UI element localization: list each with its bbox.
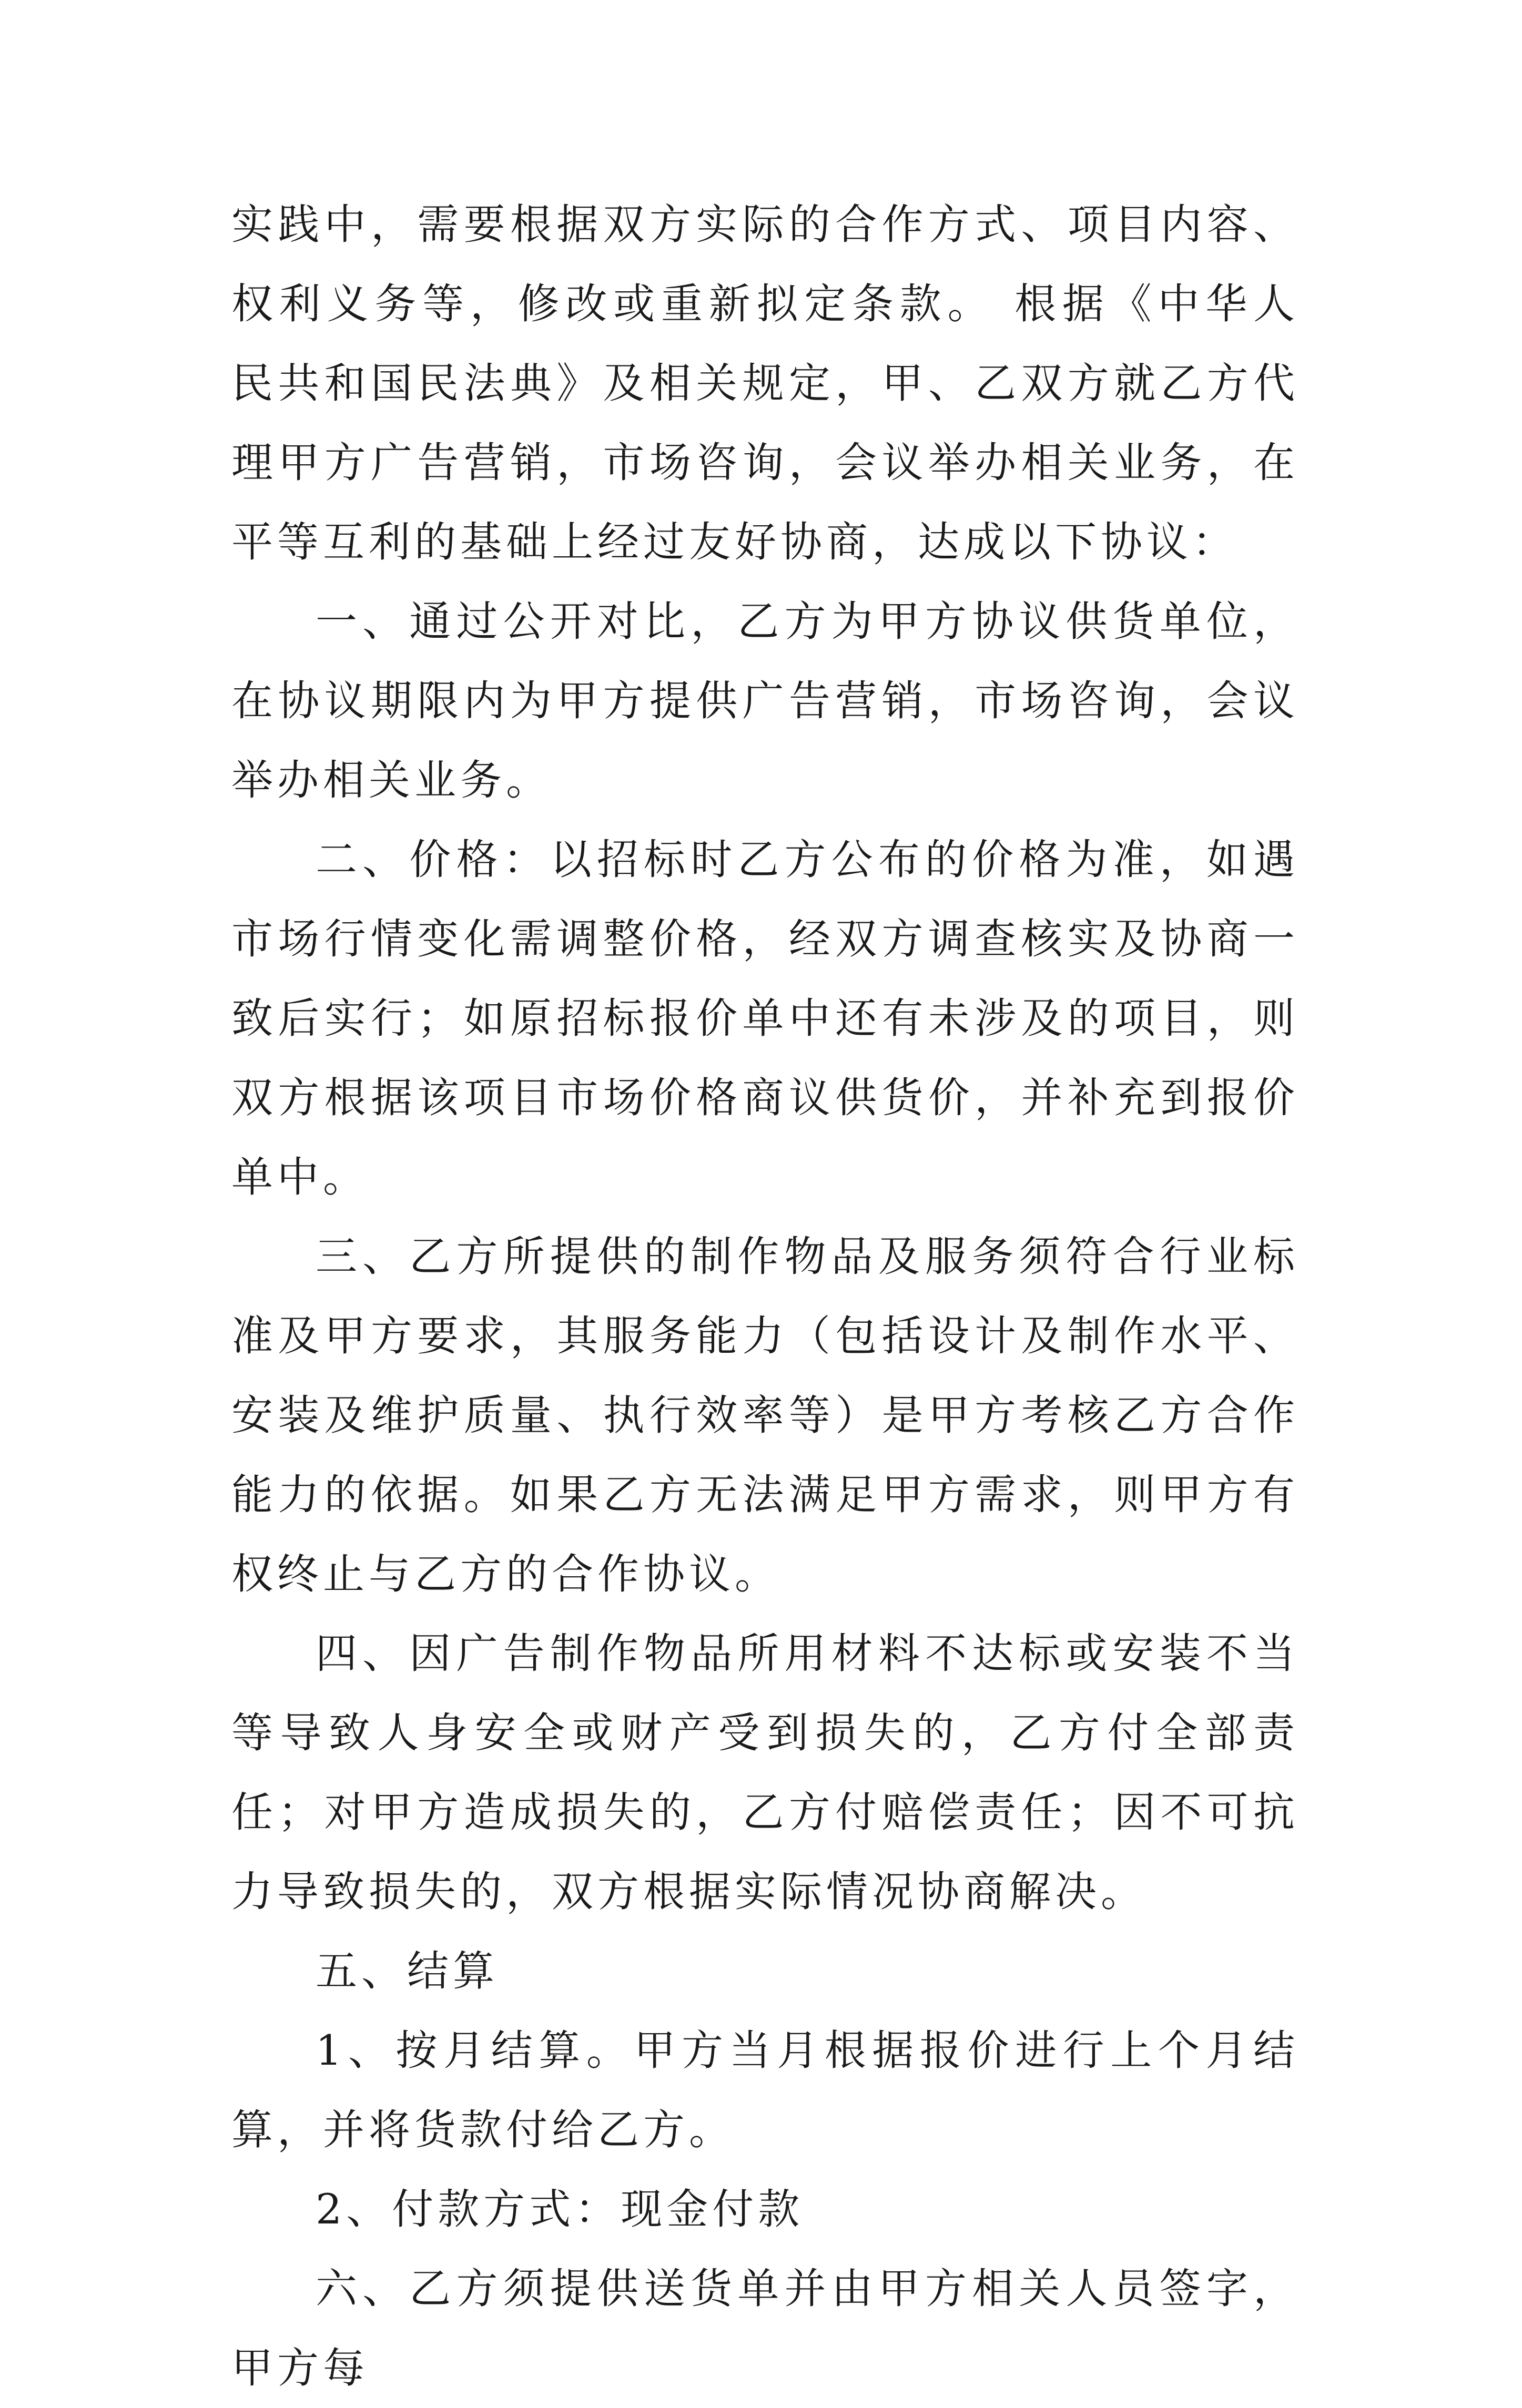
paragraph-clause-6: 六、乙方须提供送货单并由甲方相关人员签字，甲方每 [231,2264,1299,2392]
paragraph-clause-4: 四、因广告制作物品所用材料不达标或安装不当等导致人身安全或财产受到损失的，乙方付全部责任；对甲方造成损失的，乙方付赔偿责任；因不可抗力导致损失的，双方根据实际情况协商解决。 [231,1629,1299,1916]
paragraph-clause-1: 一、通过公开对比，乙方为甲方协议供货单位，在协议期限内为甲方提供广告营销，市场咨询，会议举办相关业务。 [231,597,1299,804]
paragraph-intro: 实践中，需要根据双方实际的合作方式、项目内容、权利义务等，修改或重新拟定条款。 根据《中华人民共和国民法典》及相关规定，甲、乙双方就乙方代理甲方广告营销，市场咨询，会议举办相关业务，在平等互利的基础上经过友好协商，达成以下协议： [231,200,1299,566]
paragraph-clause-5-2: 2、付款方式：现金付款 [316,2185,804,2233]
paragraph-clause-2: 二、价格：以招标时乙方公布的价格为准，如遇市场行情变化需调整价格，经双方调查核实及协商一致后实行；如原招标报价单中还有未涉及的项目，则双方根据该项目市场价格商议供货价，并补充到报价单中。 [231,835,1299,1201]
paragraph-clause-5-heading: 五、结算 [316,1947,499,1995]
paragraph-clause-3: 三、乙方所提供的制作物品及服务须符合行业标准及甲方要求，其服务能力（包括设计及制作水平、安装及维护质量、执行效率等）是甲方考核乙方合作能力的依据。如果乙方无法满足甲方需求，则甲方有权终止与乙方的合作协议。 [231,1232,1299,1598]
document-body [231,185,1299,2408]
paragraph-clause-5-1: 1、按月结算。甲方当月根据报价进行上个月结算，并将货款付给乙方。 [231,2026,1299,2154]
